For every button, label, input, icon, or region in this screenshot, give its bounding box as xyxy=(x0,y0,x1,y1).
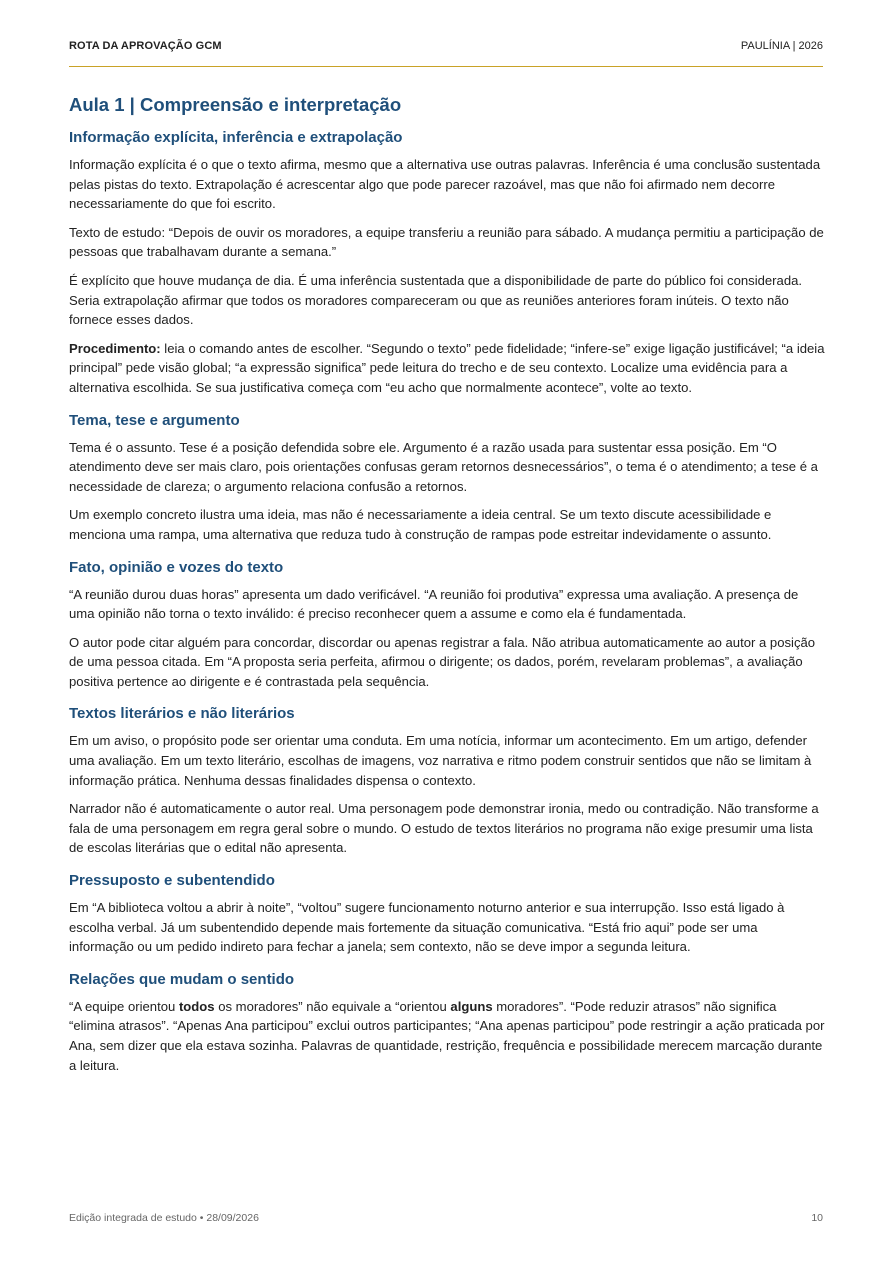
header-brand: ROTA DA APROVAÇÃO GCM xyxy=(69,40,222,52)
paragraph-procedure xyxy=(69,339,825,398)
page-footer xyxy=(69,1212,823,1224)
paragraph: É explícito que houve mudança de dia. É uma inferência sustentada que a disponibilidade de parte do público foi considerada. Seria extrapolação afirmar que todos os moradores compareceram ou que as reuniões anteriores foram inúteis. O texto não fornece esses dados. xyxy=(69,272,803,328)
paragraph: “A reunião durou duas horas” apresenta um dado verificável. “A reunião foi produtiva” expressa uma avaliação. A presença de uma opinião não torna o texto inválido: é preciso reconhecer quem a assume e como ela é fundamentada. xyxy=(69,586,799,622)
section-fact-opinion xyxy=(69,559,825,692)
paragraph: Narrador não é automaticamente o autor real. Uma personagem pode demonstrar ironia, medo ou contradição. Não transforme a fala de uma personagem em regra geral sobre o mundo. O estudo de textos literários no programa não exige presumir uma lista de escolas literárias que o edital não apresenta. xyxy=(69,801,819,856)
section-presupposition xyxy=(69,872,825,957)
paragraph: Um exemplo concreto ilustra uma ideia, mas não é necessariamente a ideia central. Se um texto discute acessibilidade e menciona uma rampa, uma alternativa que reduza tudo à construção de rampas pode estreitar indevidamente o assunto. xyxy=(69,507,772,542)
emphasis-alguns: alguns xyxy=(450,998,493,1014)
footer-edition: Edição integrada de estudo • 28/09/2026 xyxy=(69,1212,259,1224)
page-content xyxy=(69,94,825,1089)
section-heading: Pressuposto e subentendido xyxy=(69,872,275,890)
header-location-year: PAULÍNIA | 2026 xyxy=(740,40,823,52)
section-theme-thesis xyxy=(69,412,825,545)
paragraph: Em “A biblioteca voltou a abrir à noite”, “voltou” sugere funcionamento noturno anterior e sua interrupção. Isso está ligado à escolha verbal. Já um subentendido depende mais fortemente da situação comunicativa. “Está frio aqui” pode ser uma informação ou um pedido indireto para fechar a janela; sem contexto, não se deve impor a segunda leitura. xyxy=(69,900,785,955)
procedure-text: leia o comando antes de escolher. “Segundo o texto” pede fidelidade; “infere-se” exige ligação justificável; “a ideia principal” pede visão global; “a expressão significa” pede leitura do trecho e de seu contexto. Localize uma evidência para a alternativa escolhida. Se sua justificativa começa com “eu acho que normalmente acontece”, volte ao texto. xyxy=(69,340,825,395)
section-heading: Tema, tese e argumento xyxy=(69,411,240,429)
section-heading: Relações que mudam o sentido xyxy=(69,970,295,988)
paragraph: Informação explícita é o que o texto afirma, mesmo que a alternativa use outras palavras. Inferência é uma conclusão sustentada pelas pistas do texto. Extrapolação é acrescentar algo que pode parecer razoável, mas que não foi afirmado nem decorre necessariamente do que foi escrito. xyxy=(69,157,821,212)
running-header xyxy=(69,40,823,52)
text-run: “A equipe orientou xyxy=(69,998,179,1014)
page-number: 10 xyxy=(811,1212,823,1224)
section-heading: Textos literários e não literários xyxy=(69,705,295,723)
emphasis-todos: todos xyxy=(178,998,215,1014)
header-rule xyxy=(69,66,823,67)
paragraph: Texto de estudo: “Depois de ouvir os moradores, a equipe transferiu a reunião para sábado. A mudança permitiu a participação de pessoas que trabalhavam durante a semana.” xyxy=(69,224,824,260)
paragraph: Tema é o assunto. Tese é a posição defendida sobre ele. Argumento é a razão usada para sustentar essa posição. Em “O atendimento deve ser mais claro, pois orientações confusas geram retornos desnecessários”, o tema é o atendimento; a tese é a necessidade de clareza; o argumento relaciona confusão a retornos. xyxy=(69,439,818,494)
section-explicit-inference xyxy=(69,129,825,398)
section-heading: Fato, opinião e vozes do texto xyxy=(69,558,284,576)
lesson-title: Aula 1 | Compreensão e interpretação xyxy=(69,94,402,115)
procedure-label: Procedimento: xyxy=(69,340,161,356)
section-heading: Informação explícita, inferência e extrapolação xyxy=(69,129,403,146)
paragraph xyxy=(69,997,825,1075)
section-meaning-relations xyxy=(69,971,825,1075)
text-run: moradores”. “Pode reduzir atrasos” não significa “elimina atrasos”. “Apenas Ana participou” exclui outros participantes; “Ana apenas participou” pode restringir a ação praticada por Ana, sem dizer que ela estava sozinha. Palavras de quantidade, restrição, frequência e possibilidade merecem marcação durante a leitura. xyxy=(69,998,825,1073)
paragraph: O autor pode citar alguém para concordar, discordar ou apenas registrar a fala. Não atribua automaticamente ao autor a posição de uma pessoa citada. Em “A proposta seria perfeita, afirmou o dirigente; os dados, porém, revelaram problemas”, a avaliação positiva pertence ao dirigente e é contrastada pela sequência. xyxy=(69,634,816,689)
text-run: os moradores” não equivale a “orientou xyxy=(214,998,451,1014)
paragraph: Em um aviso, o propósito pode ser orientar uma conduta. Em uma notícia, informar um acontecimento. Em um artigo, defender uma avaliação. Em um texto literário, escolhas de imagens, voz narrativa e ritmo podem construir sentidos que não se limitam à informação prática. Nenhuma dessas finalidades dispensa o contexto. xyxy=(69,733,812,788)
section-literary-texts xyxy=(69,705,825,858)
